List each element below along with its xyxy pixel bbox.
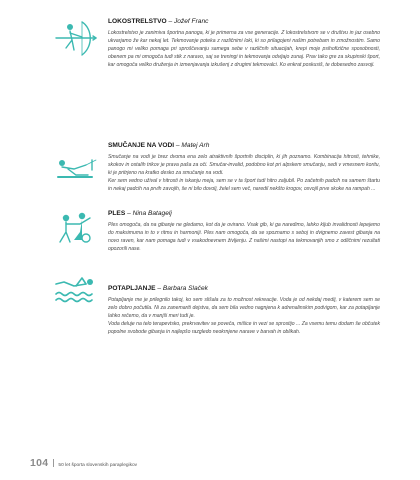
section-author: Matej Arh	[181, 142, 210, 149]
section-body	[108, 221, 380, 253]
section-dance	[108, 209, 380, 253]
section-heading: PLES – Nina Batagelj	[108, 210, 172, 217]
footer-divider	[53, 459, 54, 467]
section-body	[108, 296, 380, 336]
water-skiing-icon	[52, 148, 98, 188]
section-title: LOKOSTRELSTVO	[108, 18, 167, 25]
section-water-skiing	[108, 141, 380, 193]
paragraph: Ker sem vedno užival v hitrosti in iskanju meja, sem se v ta šport tudi hitro zaljubil. Po začetnih padcih na samem štartu in nekaj padcih na prvih zavojih, še ni bilo dovolj, želel sem več, naredil nekšto krogov, osvojil prve skoke na rampah ...	[108, 177, 380, 192]
section-diving	[108, 284, 380, 336]
paragraph: Ples omogoča, da na gibanje ne gledamo, kot da je ovirano. Vsak gib, ki ga naredimo, lahko kljub invalidnosti lepejemo do maksimuma in to v ritmu in harmoniji. Ples nam omogoča, da se spoznamo s seboj in dvignemo zavest gibanja na novo raven, kar nam pomaga tudi v vsakodnevnem življenju. Z našimi nastopi na tekmovanjih smo z odličnimi rezultati opozorili nase.	[108, 221, 380, 252]
paragraph: Lokostrelstvo je zanimiva športna panoga, ki je primerna za vse generacije. Z lokostrelstvom se v društvu in jaz osebno ukvarjamo že kar nekaj let. Tekmovanje poteka z različnimi loki, ki so prilagojeni našim potrebam in zmožnostim. Samo panogo mi veliko pomaga pri sproščevanju samega sebe v različnih situacijah, krepi moje psihofizične sposobnosti, obenem pa mi omogoča tudi stik z naravo, saj se treningi in tekmovanja odvijajo zunaj. Prav tako gre za skupinski šport, kar omogoča veliko druženja in izmenjavanja izkušenj z drugimi tekmovalci. Ko enkrat poskusiš, te dobesedno zasvoji.	[108, 29, 380, 68]
paragraph: Voda deluje na telo terapevtsko, prekrvavitev se poveča, mišice in vezi se sprostijo ... Za vsemu temu dodam še občutek popolne svobode gibanja in najlepšo razgledo neokrnjene narave v barvah in oblikah.	[108, 320, 380, 335]
section-author: Barbara Slaček	[162, 285, 208, 292]
paragraph: Smučanje na vodi je brez dvoma ena zelo atraktivnih športnih disciplin, ki jih poznamo. Kombinacija hitrosti, tehnike, skokov in ostalih trikov je prava paša za oči. Smučar-invalid, podobno kot pri alpskem smučanju, sedi v vmesnem koritu, ki je pritrjeno na kratko desko za smučanje na vodi.	[108, 153, 380, 176]
publication-title: 50 let športa slovenskih paraplegikov	[58, 463, 138, 468]
section-body	[108, 153, 380, 193]
section-title: POTAPLJANJE	[108, 285, 156, 292]
dance-icon	[52, 210, 98, 250]
paragraph: Potapljanje me je prilegnilo takoj, ko sem slišala za to možnost rekreacije. Voda je od nekdaj medij, v katerem sem se zelo dobro počutila. Ni za zanemariti dejstva, da sem bila vedno nagnjena k adrenalinskim podvigom, kar za potapljanje lahko rečemo, da v manjši meri tudi je.	[108, 296, 380, 319]
section-author: Nina Batagelj	[132, 210, 172, 217]
section-archery	[108, 17, 380, 69]
section-author: Jožef Franc	[173, 18, 209, 25]
archery-icon	[52, 18, 98, 58]
section-body	[108, 29, 380, 69]
section-heading: LOKOSTRELSTVO – Jožef Franc	[108, 18, 209, 25]
section-heading: SMUČANJE NA VODI – Matej Arh	[108, 142, 210, 149]
page-footer	[30, 457, 137, 469]
page-number: 104	[30, 457, 49, 469]
section-title: SMUČANJE NA VODI	[108, 142, 175, 149]
section-title: PLES	[108, 210, 126, 217]
section-heading: POTAPLJANJE – Barbara Slaček	[108, 285, 208, 292]
swimming-icon	[52, 268, 98, 308]
